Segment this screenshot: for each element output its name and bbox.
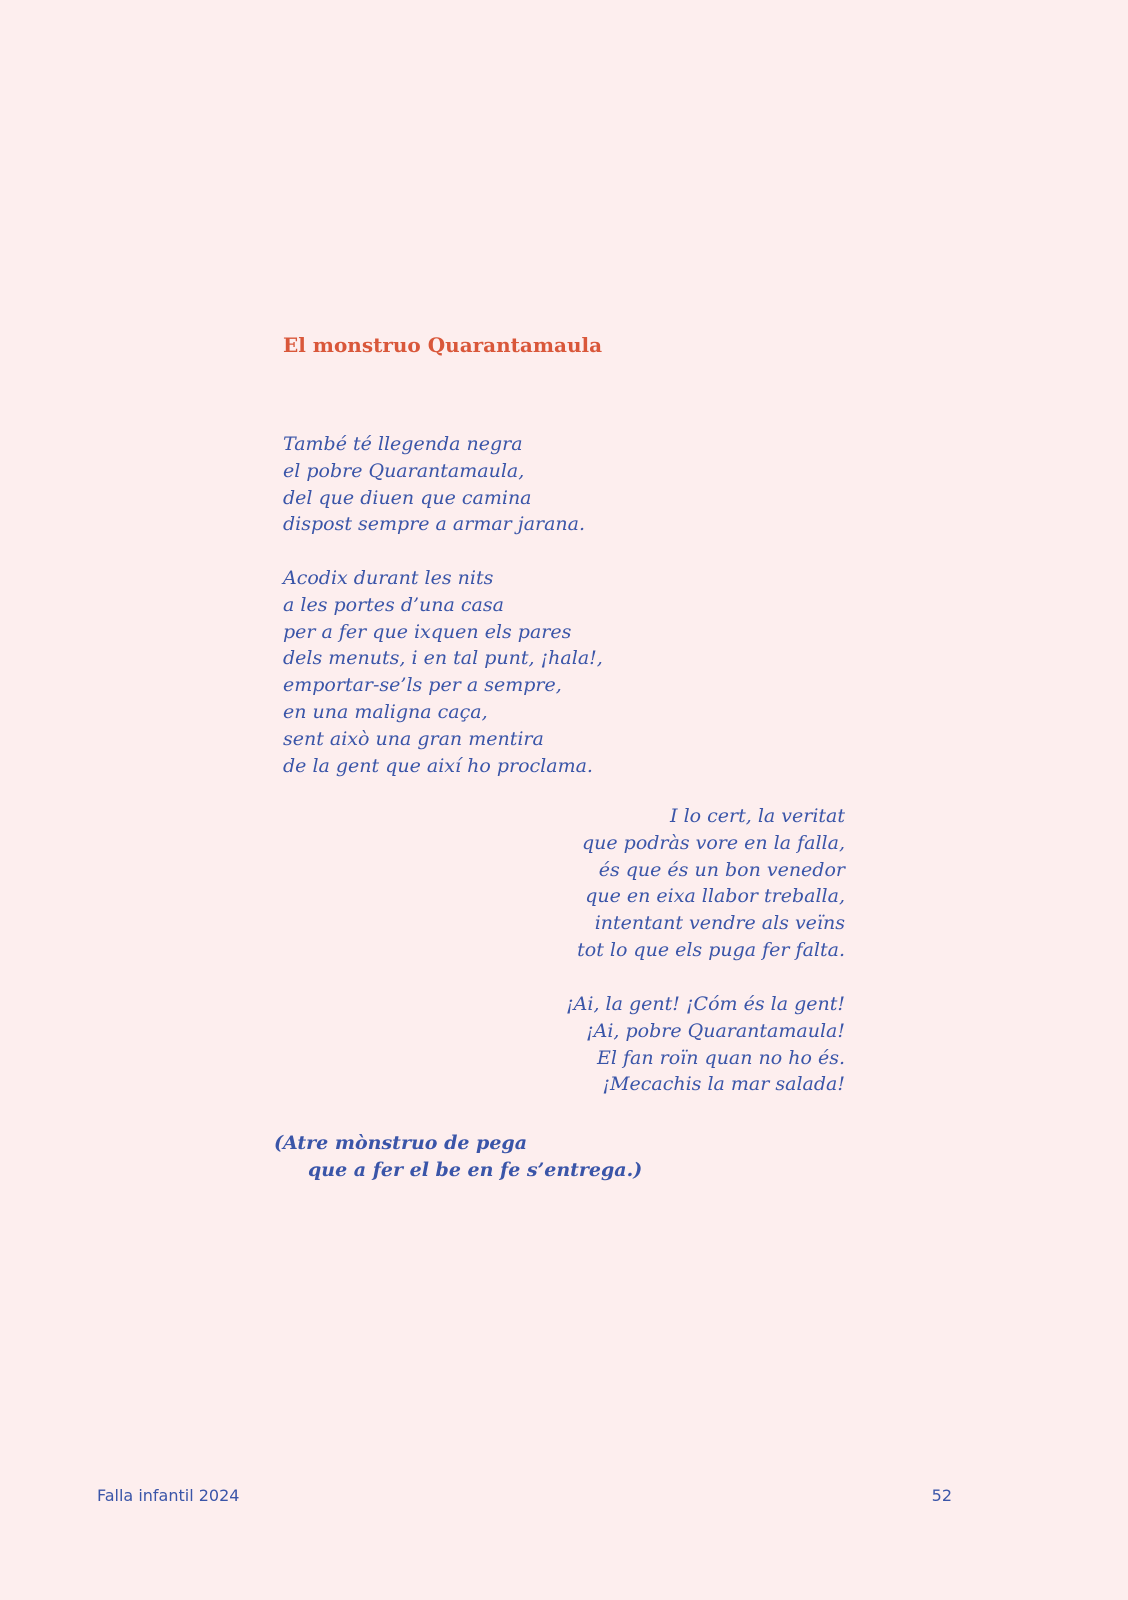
stanza-1 (283, 431, 585, 538)
stanza-4 (566, 991, 845, 1098)
poem-line: del que diuen que camina (283, 486, 532, 509)
poem-line: I lo cert, la veritat (670, 805, 845, 827)
poem-line: ¡Mecachis la mar salada! (602, 1073, 845, 1096)
poem-line: Acodix durant les nits (283, 567, 494, 589)
poem-line: El fan roïn quan no ho és. (597, 1046, 845, 1069)
stanza-3 (577, 803, 845, 964)
poem-moral (274, 1130, 642, 1184)
poem-line: També té llegenda negra (283, 433, 523, 455)
poem-line: en una maligna caça, (283, 700, 488, 723)
poem-line: sent això una gran mentira (283, 727, 544, 750)
poem-line: ¡Ai, pobre Quarantamaula! (585, 1019, 845, 1042)
poem-line: ¡Ai, la gent! ¡Cóm és la gent! (566, 993, 845, 1015)
poem-line: és que és un bon venedor (598, 858, 845, 881)
poem-line: tot lo que els puga fer falta. (577, 938, 845, 961)
poem-line: dispost sempre a armar jarana. (283, 513, 586, 536)
poem-line: intentant vendre als veïns (594, 912, 845, 935)
page-number: 52 (931, 1486, 952, 1505)
poem-line: el pobre Quarantamaula, (283, 459, 525, 482)
poem-line: per a fer que ixquen els pares (283, 620, 572, 643)
poem-title: El monstruo Quarantamaula (283, 333, 603, 357)
moral-line: que a fer el be en fe s’entrega.) (308, 1159, 643, 1181)
footer-publication: Falla infantil 2024 (97, 1486, 240, 1505)
moral-line: (Atre mònstruo de pega (274, 1132, 528, 1154)
poem-line: a les portes d’una casa (283, 593, 504, 616)
poem-line: que en eixa llabor treballa, (585, 885, 845, 908)
poem-line: dels menuts, i en tal punt, ¡hala!, (283, 647, 603, 670)
poem-line: de la gent que així ho proclama. (283, 754, 593, 777)
poem-line: que podràs vore en la falla, (581, 831, 845, 854)
stanza-2 (283, 565, 603, 779)
poem-line: emportar-se’ls per a sempre, (283, 674, 562, 697)
